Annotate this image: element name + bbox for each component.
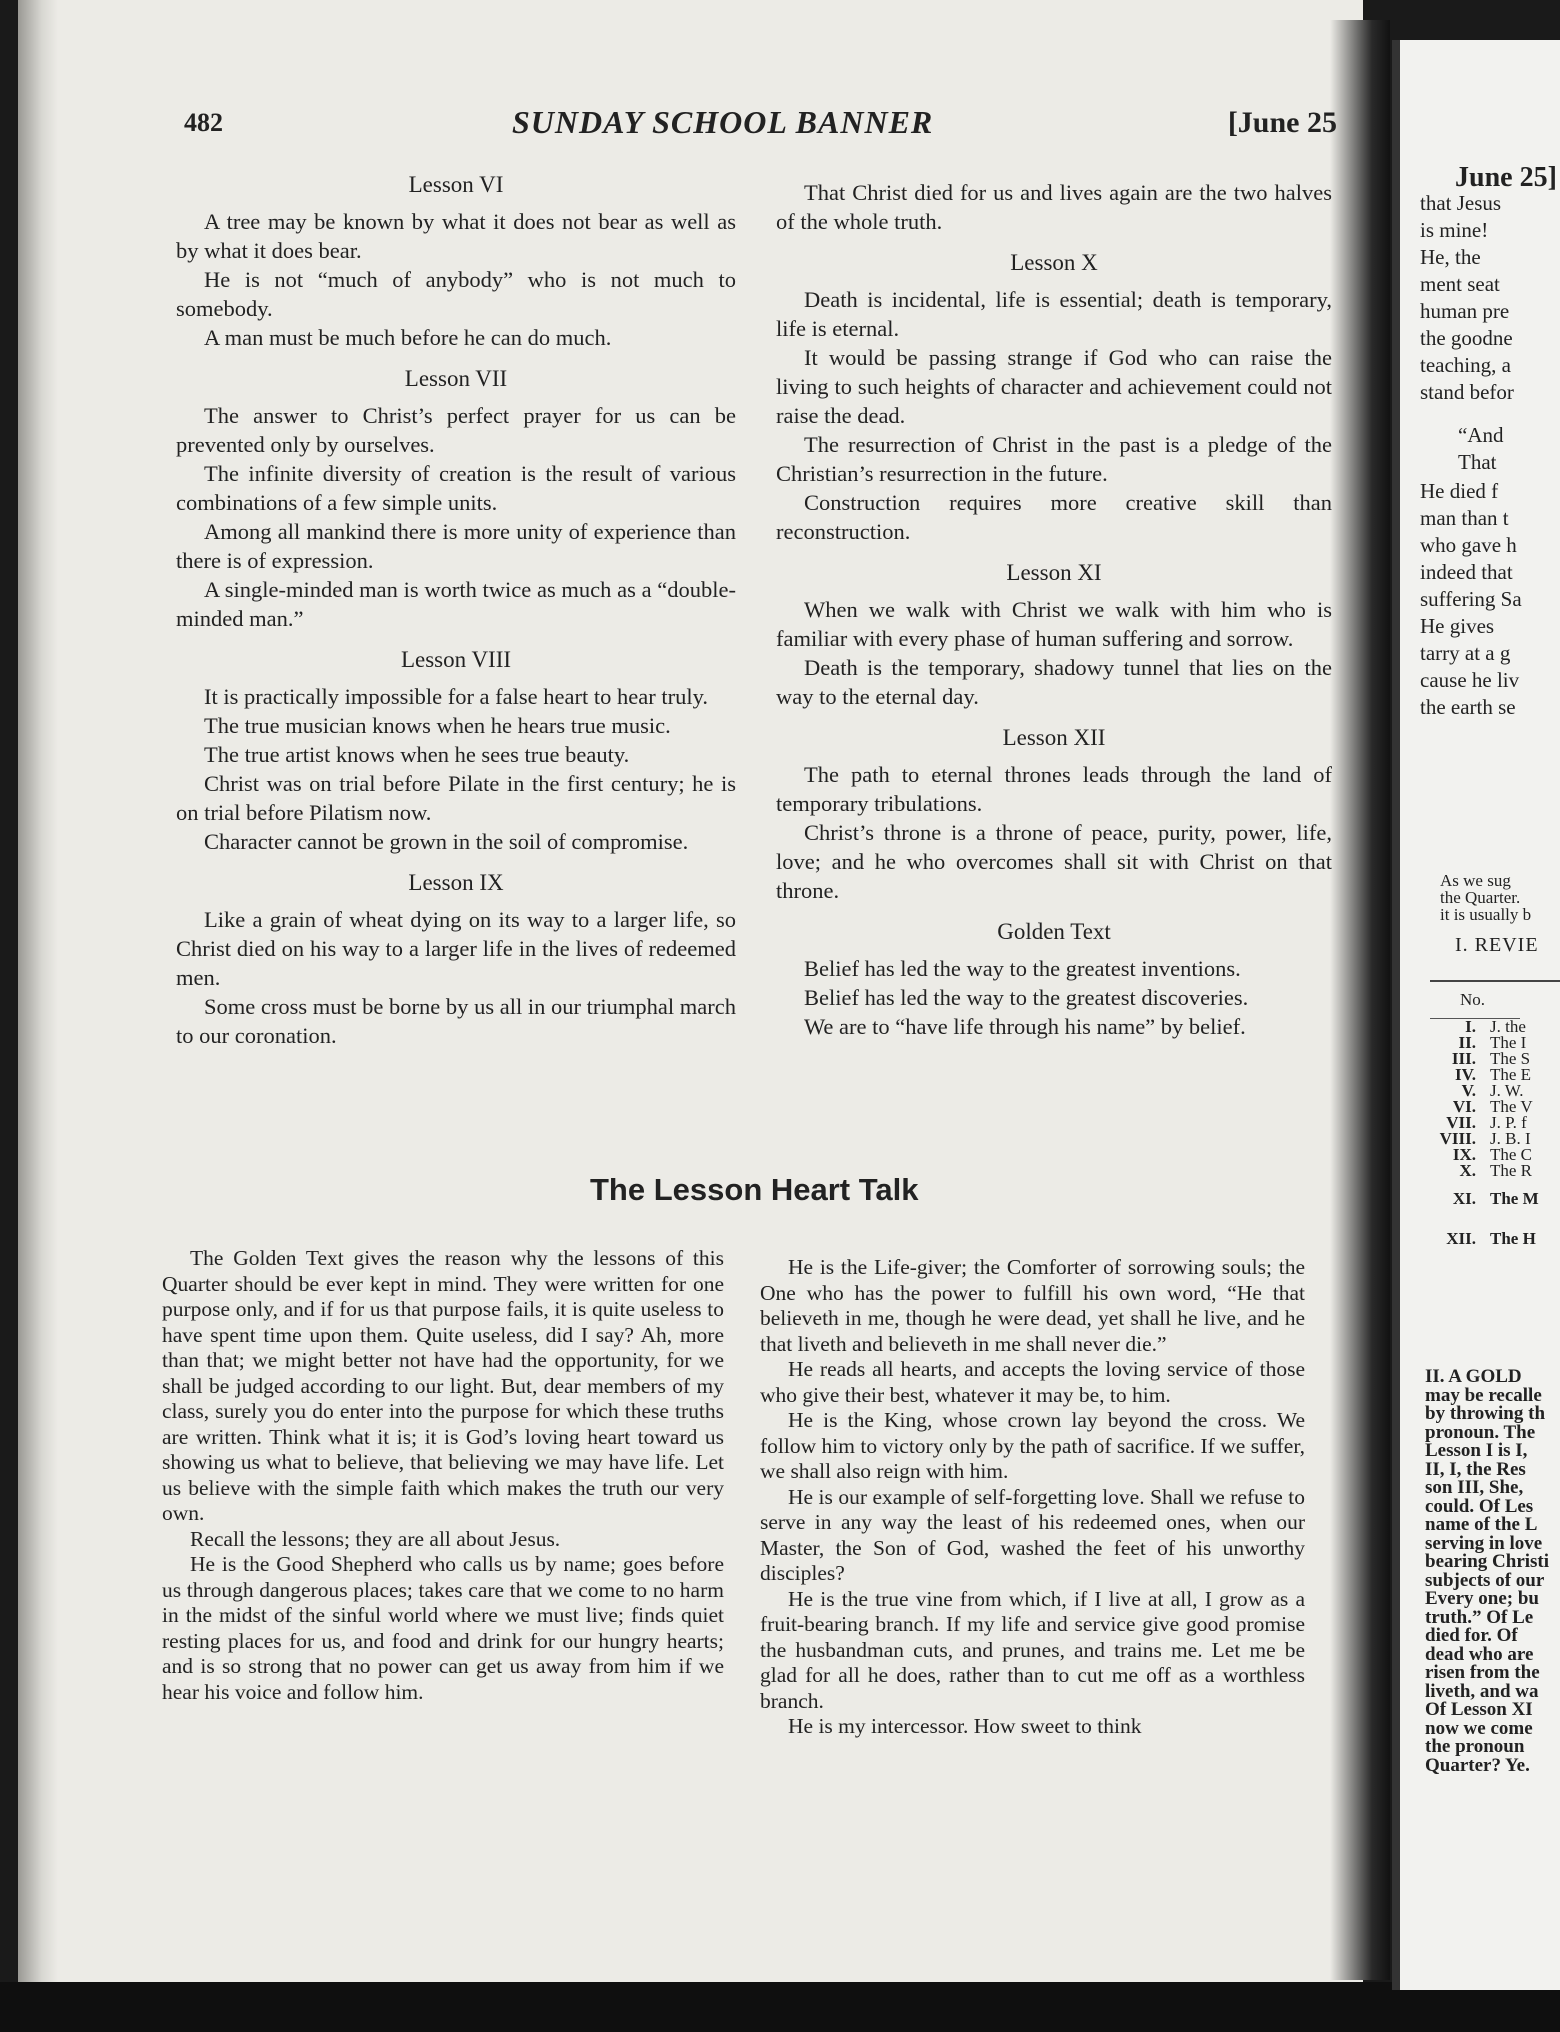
lesson-number: VII. [1446, 1113, 1476, 1132]
right-page-header: June 25] [1455, 162, 1557, 193]
lesson-title: The R [1490, 1161, 1533, 1180]
lesson-heading: Lesson XII [1002, 725, 1106, 750]
scan-border [0, 1982, 1560, 2032]
right-page-verse [1458, 422, 1560, 476]
text-line: it is usually b [1440, 905, 1532, 924]
text-line: He gives [1420, 614, 1495, 638]
lesson-title: The S [1490, 1049, 1531, 1068]
paragraph: The true artist knows when he sees true beauty. [204, 742, 630, 767]
paragraph: A tree may be known by what it does not bear as well as by what it does bear. [176, 209, 736, 263]
text-line: truth.” Of Le [1425, 1606, 1534, 1628]
text-line: the earth se [1420, 695, 1516, 719]
right-page [1392, 40, 1560, 1990]
paragraph: When we walk with Christ we walk with him who is familiar with every phase of human suffering and sorrow. [776, 597, 1332, 651]
text-line: name of the L [1425, 1514, 1538, 1535]
text-line: As we sug [1440, 871, 1511, 890]
text-line: liveth, and wa [1425, 1680, 1539, 1702]
text-line: risen from the [1425, 1662, 1540, 1683]
lesson-heading: Lesson X [1010, 250, 1098, 275]
text-line: the goodne [1420, 326, 1513, 350]
paragraph: Death is the temporary, shadowy tunnel that lies on the way to the eternal day. [776, 655, 1332, 709]
text-line: pronoun. The [1425, 1421, 1536, 1443]
paragraph: He is not “much of anybody” who is not much to somebody. [176, 267, 736, 321]
paragraph: Character cannot be grown in the soil of compromise. [204, 829, 689, 854]
paragraph: He is the Life-giver; the Comforter of sorrowing souls; the One who has the power to fulfill his own word, “He that believeth in me, though he were dead, yet shall he live, and he that liveth and believeth in me shall never die.” [760, 1255, 1305, 1356]
lesson-heading: Lesson VI [408, 172, 504, 197]
text-line: died for. Of [1425, 1625, 1518, 1646]
text-line: son III, She, [1425, 1477, 1524, 1498]
lesson-title: The I [1490, 1033, 1527, 1052]
text-line: by throwing th [1425, 1403, 1546, 1424]
paragraph: A man must be much before he can do much. [204, 325, 612, 350]
text-line: II, I, the Res [1425, 1458, 1526, 1480]
lesson-title: The H [1490, 1229, 1536, 1248]
lesson-number: III. [1451, 1049, 1476, 1068]
text-line: suffering Sa [1420, 587, 1522, 611]
lesson-number: XII. [1446, 1229, 1476, 1248]
paragraph: That Christ died for us and lives again are the two halves of the whole truth. [776, 180, 1332, 234]
text-line: “And [1458, 423, 1504, 447]
paragraph: Construction requires more creative skill than reconstruction. [776, 490, 1332, 544]
section-title: The Lesson Heart Talk [590, 1172, 919, 1207]
table-row [1430, 1219, 1560, 1259]
text-line: stand befor [1420, 380, 1514, 404]
paragraph: Belief has led the way to the greatest discoveries. [804, 985, 1249, 1010]
lesson-number: XI. [1452, 1189, 1476, 1208]
lesson-heading: Lesson XI [1006, 560, 1102, 585]
text-line: the pronoun [1425, 1736, 1525, 1757]
paragraph: The Golden Text gives the reason why the lessons of this Quarter should be ever kept in mind. They were written for one purpose only, and if for us that purpose fails, it is quite useless to have spent time upon them. Quite useless, did I say? Ah, more than that; we might better not have had the opportunity, for we shall be judged according to our light. But, dear members of my class, surely you do enter into the purpose for which these truths are written. Think what it is; it is God’s loving heart toward us showing us what to believe, that believing we may have life. Let us believe with the simple faith which makes the truth our very own. [162, 1246, 724, 1525]
lesson-title: The E [1490, 1065, 1532, 1084]
paragraph: It would be passing strange if God who can raise the living to such heights of character and achievement could not raise the dead. [776, 345, 1332, 428]
header-date: [June 25 [1227, 106, 1337, 139]
text-line: tarry at a g [1420, 641, 1511, 665]
text-line: subjects of our [1425, 1569, 1545, 1591]
text-line: that Jesus [1420, 191, 1502, 215]
text-line: is mine! [1420, 218, 1489, 242]
right-page-text-a [1420, 190, 1560, 406]
lesson-number: I. [1465, 1017, 1476, 1036]
paragraph: Belief has led the way to the greatest inventions. [804, 956, 1241, 981]
paragraph: Among all mankind there is more unity of experience than there is of expression. [176, 519, 736, 573]
lesson-number: V. [1461, 1081, 1476, 1100]
lesson-number: IX. [1452, 1145, 1476, 1164]
paragraph: The answer to Christ’s perfect prayer for us can be prevented only by ourselves. [176, 403, 736, 457]
paragraph: He is the true vine from which, if I live at all, I grow as a fruit-bearing branch. If my life and service give good promise the husbandman cuts, and prunes, and trains me. Let me be glad for all he does, rather than to cut me off as a worthless branch. [760, 1586, 1305, 1713]
paragraph: The infinite diversity of creation is the result of various combinations of a few simple units. [176, 461, 736, 515]
text-line: That [1458, 450, 1497, 474]
lesson-heading: Lesson IX [408, 870, 504, 895]
text-line: Every one; bu [1425, 1588, 1539, 1609]
paragraph: Christ was on trial before Pilate in the first century; he is on trial before Pilatism now. [176, 771, 736, 825]
lesson-title: The V [1490, 1097, 1533, 1116]
text-line: bearing Christi [1425, 1551, 1550, 1572]
lesson-heading: Golden Text [997, 919, 1111, 944]
lesson-number: VIII. [1439, 1129, 1476, 1148]
top-left-column [176, 170, 736, 1050]
lesson-number: X. [1459, 1161, 1476, 1180]
text-line: Quarter? Ye. [1425, 1754, 1530, 1776]
paragraph: A single-minded man is worth twice as much as a “double-minded man.” [176, 577, 736, 631]
review-table [1430, 980, 1560, 1259]
text-line: could. Of Les [1425, 1495, 1534, 1517]
text-line: Of Lesson XI [1425, 1699, 1533, 1720]
text-line: who gave h [1420, 533, 1517, 557]
text-line: ment seat [1420, 272, 1500, 296]
text-line: dead who are [1425, 1643, 1534, 1665]
magazine-title: SUNDAY SCHOOL BANNER [512, 104, 934, 140]
lesson-title: J. the [1490, 1017, 1526, 1036]
paragraph: He is my intercessor. How sweet to think [788, 1714, 1142, 1738]
text-line: human pre [1420, 299, 1510, 323]
paragraph: He is our example of self-forgetting love. Shall we refuse to serve in any way the least of his redeemed ones, when our Master, the Son of God, washed the feet of his unworthy disciples? [760, 1484, 1305, 1585]
right-page-golden-text [1425, 1368, 1560, 1775]
text-line: indeed that [1420, 560, 1513, 584]
text-line: II. A GOLD [1425, 1366, 1522, 1387]
page-number: 482 [184, 108, 223, 137]
top-right-column [776, 178, 1332, 1041]
paragraph: Like a grain of wheat dying on its way to a larger life, so Christ died on his way to a larger life in the lives of redeemed men. [176, 907, 736, 990]
paragraph: Death is incidental, life is essential; death is temporary, life is eternal. [776, 287, 1332, 341]
heart-talk-left-column [162, 1246, 724, 1705]
lesson-title: J. P. f [1490, 1113, 1527, 1132]
paragraph: It is practically impossible for a false heart to hear truly. [204, 684, 708, 709]
paragraph: Some cross must be borne by us all in our triumphal march to our coronation. [176, 994, 736, 1048]
text-line: the Quarter. [1440, 888, 1521, 907]
book-spine [1330, 20, 1390, 1980]
text-line: He, the [1420, 245, 1481, 269]
lesson-title: J. B. I [1490, 1129, 1531, 1148]
right-page-text-c [1420, 478, 1560, 721]
lesson-title: The C [1490, 1145, 1533, 1164]
review-table-label: I. REVIE [1455, 934, 1539, 956]
text-line: Lesson I is I, [1425, 1440, 1528, 1461]
lesson-number: IV. [1455, 1065, 1476, 1084]
table-no-header: No. [1430, 982, 1520, 1019]
text-line: cause he liv [1420, 668, 1520, 692]
text-line: teaching, a [1420, 353, 1511, 377]
paragraph: The true musician knows when he hears true music. [204, 713, 671, 738]
table-row [1430, 1179, 1560, 1219]
paragraph: Christ’s throne is a throne of peace, purity, power, life, love; and he who overcomes shall sit with Christ on that throne. [776, 820, 1332, 903]
paragraph: The resurrection of Christ in the past is a pledge of the Christian’s resurrection in the future. [776, 432, 1332, 486]
paragraph: He is the King, whose crown lay beyond the cross. We follow him to victory only by the path of sacrifice. If we suffer, we shall also reign with him. [760, 1408, 1305, 1483]
paragraph: He is the Good Shepherd who calls us by name; goes before us through dangerous places; takes care that we come to no harm in the midst of the sinful world where we must live; finds quiet resting places for us, and food and drink for our hungry hearts; and is so strong that no power can get us away from him if we hear his voice and follow him. [162, 1552, 724, 1704]
paragraph: He reads all hearts, and accepts the loving service of those who give their best, whatever it may be, to him. [760, 1357, 1305, 1407]
text-line: now we come [1425, 1717, 1533, 1739]
paragraph: Recall the lessons; they are all about Jesus. [190, 1526, 561, 1551]
right-page-note [1440, 872, 1530, 923]
lesson-number: II. [1458, 1033, 1476, 1052]
text-line: man than t [1420, 506, 1509, 530]
lesson-title: The M [1490, 1189, 1539, 1208]
paragraph: The path to eternal thrones leads through the land of temporary tribulations. [776, 762, 1332, 816]
lesson-heading: Lesson VIII [400, 647, 512, 672]
text-line: may be recalle [1425, 1384, 1542, 1406]
heart-talk-right-column [760, 1255, 1305, 1740]
text-line: He died f [1420, 479, 1499, 503]
page-header [172, 104, 1337, 144]
table-row [1430, 1163, 1560, 1179]
lesson-heading: Lesson VII [404, 366, 508, 391]
lesson-number: VI. [1452, 1097, 1476, 1116]
text-line: serving in love [1425, 1532, 1543, 1554]
lesson-title: J. W. [1490, 1081, 1524, 1100]
paragraph: We are to “have life through his name” by belief. [804, 1014, 1246, 1039]
